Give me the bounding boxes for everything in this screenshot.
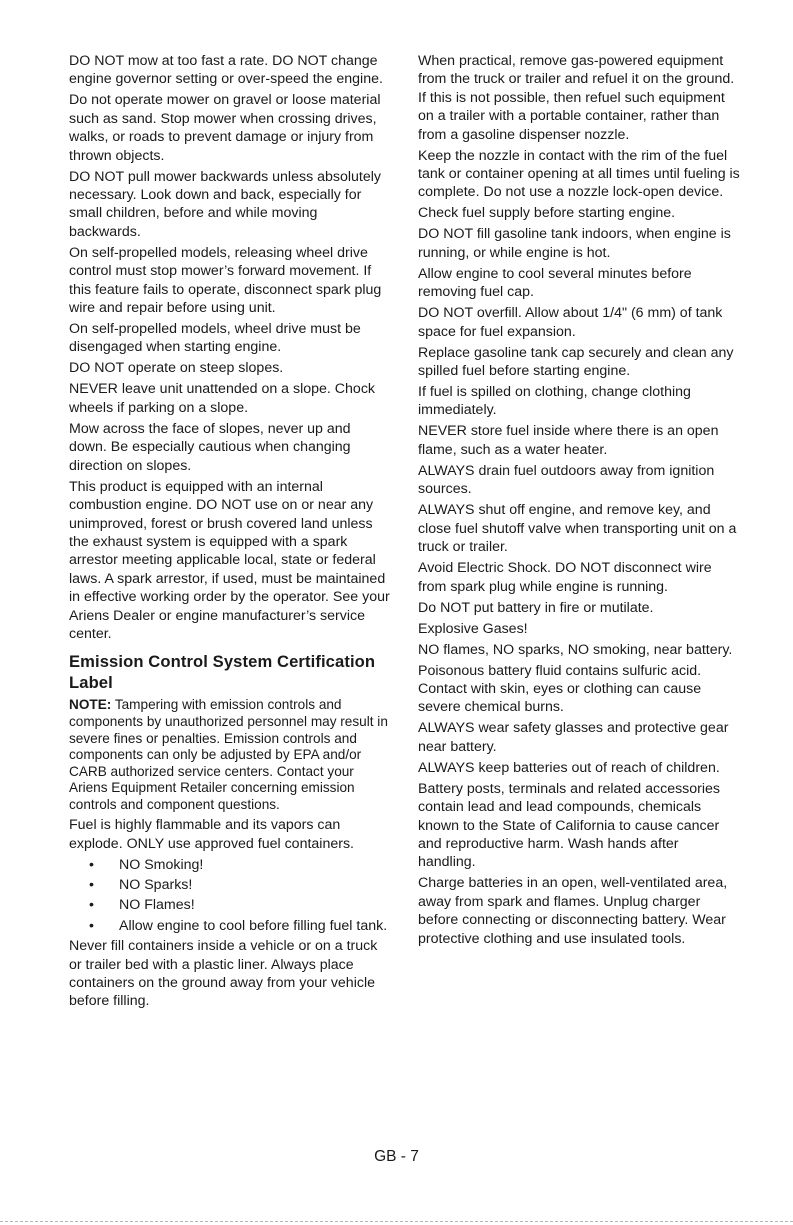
paragraph-fuel-flammable: Fuel is highly flammable and its vapors can explode. ONLY use approved fuel containers. [69,817,354,852]
paragraph-mow-rate: DO NOT mow at too fast a rate. DO NOT change engine governor setting or over-speed the engine. [69,53,383,88]
note-text: Tampering with emission controls and components by unauthorized personnel may result in severe fines or penalties. Emission controls and components can only be adjusted by EPA and/or CARB authorized service centers. Contact your Ariens Equipment Retailer concerning emission controls and component questions. [69,697,388,812]
list-item-text: Allow engine to cool before filling fuel tank. [119,917,388,934]
paragraph-drain-fuel: ALWAYS drain fuel outdoors away from ignition sources. [418,462,715,498]
paragraph-electric-shock: Avoid Electric Shock. DO NOT disconnect wire from spark plug while engine is running. [418,560,712,595]
paragraph-fill-containers: Never fill containers inside a vehicle or on a truck or trailer bed with a plastic liner. Always place containers on the ground away from your vehicle before filling. [69,938,378,1010]
paragraph-cool-engine: Allow engine to cool several minutes before removing fuel cap. [418,265,692,301]
list-item [69,917,391,935]
paragraph-wheel-drive-release: On self-propelled models, releasing wheel drive control must stop mower’s forward movement. If this feature fails to operate, disconnect spark plug wire and repair before using unit. [69,244,382,317]
bullet-icon: • [89,917,94,934]
note-label: NOTE: [69,697,112,713]
paragraph-gravel: Do not operate mower on gravel or loose material such as sand. Stop mower when crossing drives, walks, or roads to prevent damage or injury from thrown objects. [69,92,381,164]
page-number: GB - 7 [374,1148,419,1165]
paragraph-charge-batteries: Charge batteries in an open, well-ventilated area, away from spark and flames. Unplug charger before connecting or disconnecting battery. Wear protective clothing and use insulated tools. [418,875,728,947]
section-heading-emission: Emission Control System Certification Label [69,652,376,693]
paragraph-transport: ALWAYS shut off engine, and remove key, and close fuel shutoff valve when transporting unit on a truck or trailer. [418,502,737,556]
paragraph-lead-warning: Battery posts, terminals and related accessories contain lead and lead compounds, chemicals known to the State of California to cause cancer and reproductive harm. Wash hands after handling. [418,780,721,871]
paragraph-backwards: DO NOT pull mower backwards unless absolutely necessary. Look down and back, especially for small children, before and while moving backwards. [69,168,381,240]
paragraph-fill-indoors: DO NOT fill gasoline tank indoors, when engine is running, or while engine is hot. [418,226,731,261]
left-column [69,52,391,1013]
paragraph-safety-glasses: ALWAYS wear safety glasses and protective gear near battery. [418,720,729,755]
paragraph-explosive-gases: Explosive Gases! [418,620,528,637]
paragraph-unattended: NEVER leave unit unattended on a slope. Chock wheels if parking on a slope. [69,381,376,416]
paragraph-wheel-drive-start: On self-propelled models, wheel drive must be disengaged when starting engine. [69,321,361,356]
paragraph-replace-cap: Replace gasoline tank cap securely and clean any spilled fuel before starting engine. [418,344,734,380]
paragraph-battery-fire: Do NOT put battery in fire or mutilate. [418,599,654,616]
note-paragraph [69,697,391,813]
list-item [69,876,391,894]
paragraph-no-flames: NO flames, NO sparks, NO smoking, near battery. [418,641,733,658]
list-item [69,896,391,914]
right-column [418,52,740,951]
list-item [69,856,391,874]
bullet-icon: • [89,897,94,914]
list-item-text: NO Flames! [119,897,195,914]
list-item-text: NO Sparks! [119,876,193,893]
paragraph-check-fuel: Check fuel supply before starting engine. [418,205,676,222]
paragraph-store-fuel: NEVER store fuel inside where there is an open flame, such as a water heater. [418,423,719,458]
bullet-icon: • [89,876,94,893]
paragraph-spark-arrestor: This product is equipped with an internal combustion engine. DO NOT use on or near any unimproved, forest or brush covered land unless the exhaust system is equipped with a spark arrestor meeting applicable local, state or federal laws. A spark arrestor, if used, must be maintained in effective working order by the operator. See your Ariens Dealer or engine manufacturer’s service center. [69,478,390,642]
paragraph-spilled-clothing: If fuel is spilled on clothing, change clothing immediately. [418,384,691,419]
list-item-text: NO Smoking! [119,856,204,873]
paragraph-slope-direction: Mow across the face of slopes, never up and down. Be especially cautious when changing direction on slopes. [69,420,351,474]
paragraph-reach-children: ALWAYS keep batteries out of reach of children. [418,759,720,776]
paragraph-nozzle-contact: Keep the nozzle in contact with the rim of the fuel tank or container opening at all times until fueling is complete. Do not use a nozzle lock-open device. [418,147,740,201]
bullet-icon: • [89,856,94,873]
paragraph-poisonous-fluid: Poisonous battery fluid contains sulfuric acid. Contact with skin, eyes or clothing can cause severe chemical burns. [418,662,702,716]
paragraph-steep-slopes: DO NOT operate on steep slopes. [69,360,284,377]
paragraph-overfill: DO NOT overfill. Allow about 1/4" (6 mm) of tank space for fuel expansion. [418,305,723,340]
paragraph-refuel-ground: When practical, remove gas-powered equipment from the truck or trailer and refuel it on the ground. If this is not possible, then refuel such equipment on a trailer with a portable container, rather than from a gasoline dispenser nozzle. [418,53,735,143]
fuel-safety-list [69,856,391,936]
page-bottom-divider [0,1221,793,1222]
